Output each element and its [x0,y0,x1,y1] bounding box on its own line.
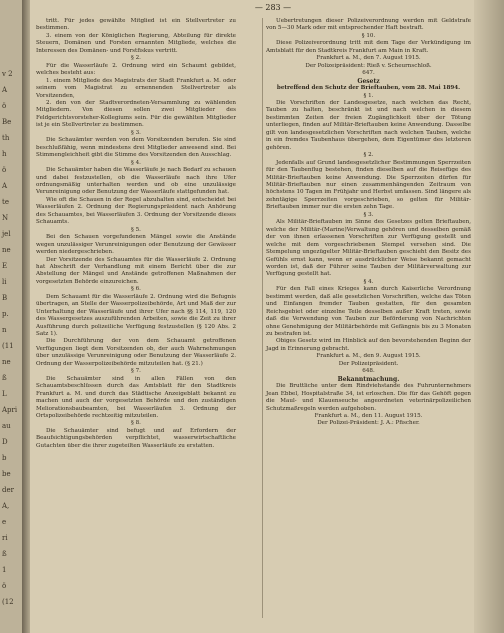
paragraph: 2. den von der Stadtverordneten-Versammlung zu wählenden Mitgliedern. Von diesen sollen zwei Mitglieder des Feldgerichtsvorsteher-Kollegiums sein. Für die gewählten Mitglieder ist je ein Stellvertreter zu bestimmen. [36,99,236,129]
paragraph: Die Vorschriften der Landesgesetze, nach welchen das Recht, Tauben zu halten, beschränkt ist und nach welchen in diesem bestimmten Zeiten der freien Zugänglichkeit über der Tötung unterliegen, finden auf Militär-Brieftauben keine Anwendung. Dasselbe gilt von landesgesetzlichen Vorschriften nach welchen Tauben, welche in ein fremdes Taubenhaus übergehen, dem Eigentümer des letzteren gehören. [266,99,471,151]
previous-page-text-fragment: ne [2,358,11,366]
paragraph: Die Bruttliche unter dem Rindviehstande des Fuhrunternehmers Jean Ebbel, Hospitalstraße 34, ist erloschen. Die für das Gehöft gegen die Maul- und Klauenseuche angeordneten veterinärpolizeilichen Schutzmaßregeln werden aufgehoben. [266,383,471,412]
section-heading: § 3. [131,129,141,136]
previous-page-text-fragment: b [2,454,7,462]
page-number: — 283 — [254,3,292,12]
section-heading: § 4. [363,278,374,285]
previous-page-text-fragment: be [2,470,11,478]
paragraph: Gesetz [357,77,380,85]
right-column [266,18,471,428]
previous-page-text-fragment: ß [2,550,7,558]
paragraph: Wie oft die Schauen in der Regel abzuhalten sind, entscheidet bei Wasserläufen 2. Ordnung der Regierungspräsident nach Anhörung des Schauamtes, bei Wasserläufen 3. Ordnung der Vorsitzende dieses Schauamts. [36,196,236,226]
paragraph: Für die Wasserläufe 2. Ordnung wird ein Schaumt gebildet, welches besteht aus: [36,62,236,77]
paragraph: tritt. Für jedes gewählte Mitglied ist ein Stellvertreter zu bestimmen. [36,18,236,32]
paragraph: Der Polizei-Präsident: J. A.: Pfischer. [317,420,420,427]
paragraph: Jedenfalls auf Grund landesgesetzlicher Bestimmungen Sperrzeiten für den Taubenflug bestehen, finden dieselben auf die Reisefüge des Militär-Brieftauben keine Anwendung. Die Sperrzeiten dürfen für Militär-Brieftauben nur einen zusammenhängenden Zeitraum von höchstens 10 Tagen im Frühjahr und Herbst umfassen. Sind längere als zehntägige Sperrzeiten vorgeschrieben, so gelten für Militär-Brieftauben immer nur die ersten zehn Tage. [266,159,471,211]
paragraph: 3. einem von der Königlichen Regierung, Abteilung für direkte Steuern, Domänen und Forsten ernannten Mitgliede, welches die Interessen des Domänen- und Forstfiskus vertritt. [36,32,236,54]
paragraph: Obiges Gesetz wird im Hinblick auf den bevorstehenden Beginn der Jagd in Erinnerung gebracht. [266,338,471,352]
paragraph: Bei den Schauen vorgefundenen Mängel sowie die Anstände wegen unzulässiger Verunreinigungen oder Benutzung der Gewässer werden niedergeschrieben. [36,234,236,256]
section-heading: § 3. [363,211,374,218]
paragraph: Die Schauämter haben die Wasserläufe je nach Bedarf zu schauen und dabei festzustellen, ob die Wasserläufe nach ihre Ufer ordnungsmäßig unterhalten werden und ob eine unzulässige Verunreinigung oder Benutzung der Wasserläufe stattgefunden hat. [36,167,236,196]
paragraph: Die Durchführung der von dem Schauamt getroffenen Verfügungen liegt dem Vorsitzenden ob, der auch Wahrnehmungen über unzulässige Verunreinigung oder Benutzung der Wasserläufe 2. Ordnung der Wasserpolizeibehörde mitzuteilen hat. (§ 21.) [36,338,236,367]
previous-page-text-fragment: n [2,326,7,334]
paragraph: Der Vorsitzende des Schauamtes für die Wasserläufe 2. Ordnung hat Abschrift der Verhandlung mit einem Bericht über die zur Abstellung der Mängel und Anstände getroffenen Maßnahmen der vorgesetzten Behörde einzureichen. [36,256,236,285]
section-heading: § 2. [363,152,374,159]
previous-page-text-fragment: A, [2,502,10,510]
section-heading: § 10. [361,32,376,39]
previous-page-text-fragment: au [2,422,11,430]
previous-page-text-fragment: A [2,182,8,190]
previous-page-text-fragment: jel [2,230,11,238]
paragraph: Bekanntmachung. [337,375,400,383]
previous-page-text-fragment: (12 [2,598,14,606]
previous-page-text-fragment: A [2,86,8,94]
paragraph: Frankfurt a. M., den 9. August 1915. [316,353,421,360]
page-edge-shadow [474,0,504,633]
paragraph: Die Schauämter sind in allen Fällen von den Schauamtsbeschlüssen durch das Amtsblatt für den Stadtkreis Frankfurt a. M. und durch das Städtische Anzeigeblatt bekannt zu machen und auch der vorgesetzten Behörde und den zuständigen Meliorationsbaubeamten, bei Wasserläufen 3. Ordnung der Ortspolizeibehörde rechtzeitig mitzuteilen. [36,375,236,420]
page-gutter [22,0,30,633]
previous-page-text-fragment: Be [2,118,12,126]
previous-page-text-fragment: E [2,262,8,270]
previous-page-text-fragment: e [2,518,7,526]
previous-page-text-fragment: 1 [2,566,7,574]
previous-page-text-fragment: th [2,134,10,142]
paragraph: Uebertretungen dieser Polizeiverordnung werden mit Geldstrafe von 5—30 Mark oder mit entsprechender Haft bestraft. [266,18,471,32]
previous-page-text-fragment: ö [2,582,7,590]
paragraph: Diese Polizeiverordnung tritt mit dem Tage der Verkündigung im Amtsblatt für den Stadtkreis Frankfurt am Main in Kraft. [266,40,471,54]
previous-page-text-fragment: ö [2,166,7,174]
section-heading: § 8. [131,420,141,427]
previous-page-text-fragment: D [2,438,8,446]
paragraph: Als Militär-Brieftauben im Sinne des Gesetzes gelten Brieftauben, welche der Militär-(Marine)Verwaltung gehören und desselben gemäß der von ihnen erlassenen Vorschriften zur Verfügung gestellt und welche mit dem vorgeschriebenen Stempel versehen sind. Die Stempelung ungezügelter Militär-Brieftauben geschieht den Besitz des Gefühls ernst kann, wenn er ausdrücklicher Weise bekannt gemacht worden ist, daß der Führer seine Tauben der Militärverwaltung zur Verfügung gestellt hat. [266,219,471,278]
section-heading: 647. [362,70,375,77]
previous-page-text-fragment: ö [2,102,7,110]
paragraph: 1. einem Mitgliede des Magistrats der Stadt Frankfurt a. M. oder seinem vom Magistrat zu ernennenden Stellvertreter als Vorsitzenden, [36,77,236,99]
previous-page-edge [0,0,23,633]
previous-page-text-fragment: ß [2,374,7,382]
previous-page-text-fragment: Apri [2,406,18,414]
document-page [30,0,504,633]
previous-page-text-fragment: L [2,390,7,398]
column-divider [262,18,263,618]
previous-page-text-fragment: ri [2,534,8,542]
section-heading: § 5. [131,226,141,233]
section-heading: 648. [362,368,375,375]
paragraph: Frankfurt a. M., den 7. August 1915. [316,55,421,62]
paragraph: Die Schauämter sind befugt und auf Erfordern der Beaufsichtigungsbehörden verpflichtet, wasserwirtschaftliche Gutachten über die ihrer zugeteilten Wasserläufe zu erstatten. [36,427,236,449]
previous-page-text-fragment: p. [2,310,9,318]
previous-page-text-fragment: li [2,278,7,286]
previous-page-text-fragment: ne [2,246,11,254]
paragraph: Dem Schauamt für die Wasserläufe 2. Ordnung wird die Befugnis übertragen, an Stelle der Wasserpolizeibehörde, Art und Maß der zur Unterhaltung der Wasserläufe und ihrer Ufer nach §§ 114, 119, 120 des Wassergesetzes auszuführenden Arbeiten, sowie die Zeit zu ihrer Ausführung durch polizeiliche Verfügung festzustellen (§ 120 Abs. 2 Satz 1). [36,293,236,338]
previous-page-text-fragment: N [2,214,9,222]
previous-page-text-fragment: (11 [2,342,14,350]
paragraph: Für den Fall eines Krieges kann durch Kaiserliche Verordnung bestimmt werden, daß alle gesetzlichen Vorschriften, welche das Töten und Einfangen fremder Tauben gestatten, für den gesamten Reichsgebiet oder einzelne Teile desselben außer Kraft treten, sowie daß die Verwendung von Tauben zur Beförderung von Nachrichten ohne Genehmigung der Militärbehörde mit Gefängnis bis zu 3 Monaten zu bestrafen ist. [266,286,471,338]
previous-page-text-fragment: B [2,294,8,302]
previous-page-text-fragment: v 2 [2,70,13,78]
previous-page-text-fragment: te [2,198,9,206]
paragraph: betreffend den Schutz der Brieftauben, vom 28. Mai 1894. [276,85,461,92]
section-heading: § 7. [131,368,141,375]
left-column [36,18,236,450]
previous-page-text-fragment: h [2,150,7,158]
paragraph: Der Polizeipräsident: Rieß v. Scheurnschloß. [305,62,432,69]
section-heading: § 4. [131,159,141,166]
section-heading: § 2. [131,55,141,62]
paragraph: Die Schauämter werden von dem Vorsitzenden berufen. Sie sind beschlußfähig, wenn mindestens drei Mitglieder anwesend sind. Bei Stimmengleichheit gibt die Stimme des Vorsitzenden den Ausschlag. [36,137,236,159]
previous-page-text-fragment: der [2,486,14,494]
section-heading: § 6. [131,286,141,293]
paragraph: Frankfurt a. M., den 11. August 1915. [314,413,423,420]
paragraph: Der Polizeipräsident. [338,360,399,367]
section-heading: § 1. [363,92,374,99]
